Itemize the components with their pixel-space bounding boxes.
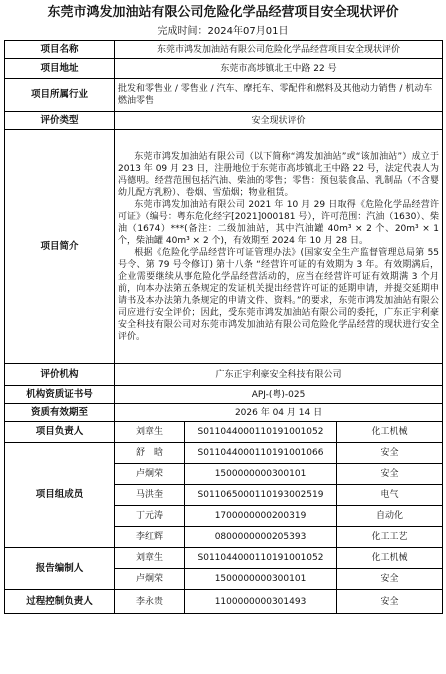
page-title: 东莞市鸿发加油站有限公司危险化学品经营项目安全现状评价 [47, 5, 399, 20]
label-cert-no: 机构资质证书号 [5, 386, 115, 404]
staff-cert: S011044000110191001052 [185, 548, 337, 569]
intro-paragraph-2: 东莞市鸿发加油站有限公司 2021 年 10 月 29 日取得《危险化学品经营许可证》（编号：粤东危化经字[2021]000181 号），许可范围：汽油（1630）、柴油（1674）***(备注：二级加油站，其中汽油罐 40m³ × 2 个、20m³ × 1 个，柴油罐 40m³ × 2 个)，有效期至 2024 年 10 月 28 日。 [118, 199, 440, 246]
label-group: 项目组成员 [5, 443, 115, 548]
value-valid: 2026 年 04 月 14 日 [115, 404, 443, 422]
label-valid: 资质有效期至 [5, 404, 115, 422]
value-industry: 批发和零售业 / 零售业 / 汽车、摩托车、零配件和燃料及其他动力销售 / 机动车燃油零售 [115, 79, 443, 112]
value-project-name: 东莞市鸿发加油站有限公司危险化学品经营项目安全现状评价 [115, 41, 443, 59]
info-table [4, 40, 443, 614]
label-address: 项目地址 [5, 59, 115, 79]
staff-cert: 1100000000301493 [185, 590, 337, 614]
staff-row [5, 443, 443, 464]
label-eval-type: 评价类型 [5, 112, 115, 130]
row-industry [5, 79, 443, 112]
value-agency: 广东正宇利豪安全科技有限公司 [115, 364, 443, 386]
label-report: 报告编制人 [5, 548, 115, 590]
row-address [5, 59, 443, 79]
row-agency [5, 364, 443, 386]
staff-name: 丁元涛 [115, 506, 185, 527]
staff-row [5, 590, 443, 614]
staff-name: 刘章生 [115, 548, 185, 569]
staff-field: 安全 [337, 464, 443, 485]
staff-name: 卢炯荣 [115, 464, 185, 485]
staff-field: 自动化 [337, 506, 443, 527]
staff-name: 卢炯荣 [115, 569, 185, 590]
staff-cert: 1500000000300101 [185, 464, 337, 485]
value-cert-no: APJ-(粤)-025 [115, 386, 443, 404]
staff-field: 电气 [337, 485, 443, 506]
label-agency: 评价机构 [5, 364, 115, 386]
staff-cert: 0800000000205393 [185, 527, 337, 548]
staff-name: 李红辉 [115, 527, 185, 548]
completion-date: 完成时间：2024年07月01日 [157, 26, 289, 37]
staff-cert: S011065000110193002519 [185, 485, 337, 506]
row-intro [5, 130, 443, 364]
staff-field: 安全 [337, 569, 443, 590]
staff-name: 刘章生 [115, 422, 185, 443]
staff-name: 李永贵 [115, 590, 185, 614]
value-intro [115, 130, 443, 364]
staff-cert: 1700000000200319 [185, 506, 337, 527]
staff-row [5, 548, 443, 569]
intro-paragraph-3: 根据《危险化学品经营许可证管理办法》(国家安全生产监督管理总局第 55 号令、第 79 号令修订) 第十八条 “经营许可证的有效期为 3 年。有效期满后，企业需要继续从事危险化学品经营活动的，应当在经营许可证有效期满 3 个月前，向本办法第五条规定的发证机关提出经营许可证的延期申请，并提交延期申请书及本办法第九条规定的申请文件、资料。”的要求，东莞市鸿发加油站有限公司应进行安全评价；因此，受东莞市鸿发加油站有限公司的委托，广东正宇利豪安全科技有限公司对东莞市鸿发加油站有限公司危险化学品经营的现状进行安全评价。 [118, 247, 440, 342]
staff-field: 化工机械 [337, 422, 443, 443]
staff-cert: S011044000110191001066 [185, 443, 337, 464]
staff-field: 化工机械 [337, 548, 443, 569]
label-industry: 项目所属行业 [5, 79, 115, 112]
label-project-name: 项目名称 [5, 41, 115, 59]
row-eval-type [5, 112, 443, 130]
staff-row [5, 422, 443, 443]
staff-field: 安全 [337, 443, 443, 464]
row-valid [5, 404, 443, 422]
label-intro: 项目简介 [5, 130, 115, 364]
value-eval-type: 安全现状评价 [115, 112, 443, 130]
staff-field: 安全 [337, 590, 443, 614]
label-process: 过程控制负责人 [5, 590, 115, 614]
staff-cert: S011044000110191001052 [185, 422, 337, 443]
value-address: 东莞市高埗镇北王中路 22 号 [115, 59, 443, 79]
row-cert-no [5, 386, 443, 404]
staff-name: 马洪奎 [115, 485, 185, 506]
intro-paragraph-1: 东莞市鸿发加油站有限公司（以下简称“鸿发加油站”或“该加油站”）成立于 2013 年 09 月 23 日，注册地位于东莞市高埗镇北王中路 22 号，法定代表人为冯德明。经营范围包括汽油、柴油的零售；零售：预包装食品、乳制品（不含婴幼儿配方乳粉）、卷烟、雪茄烟；物业租赁。 [118, 151, 440, 198]
staff-name: 舒 晗 [115, 443, 185, 464]
staff-cert: 1500000000300101 [185, 569, 337, 590]
label-leader: 项目负责人 [5, 422, 115, 443]
staff-field: 化工工艺 [337, 527, 443, 548]
row-project-name [5, 41, 443, 59]
